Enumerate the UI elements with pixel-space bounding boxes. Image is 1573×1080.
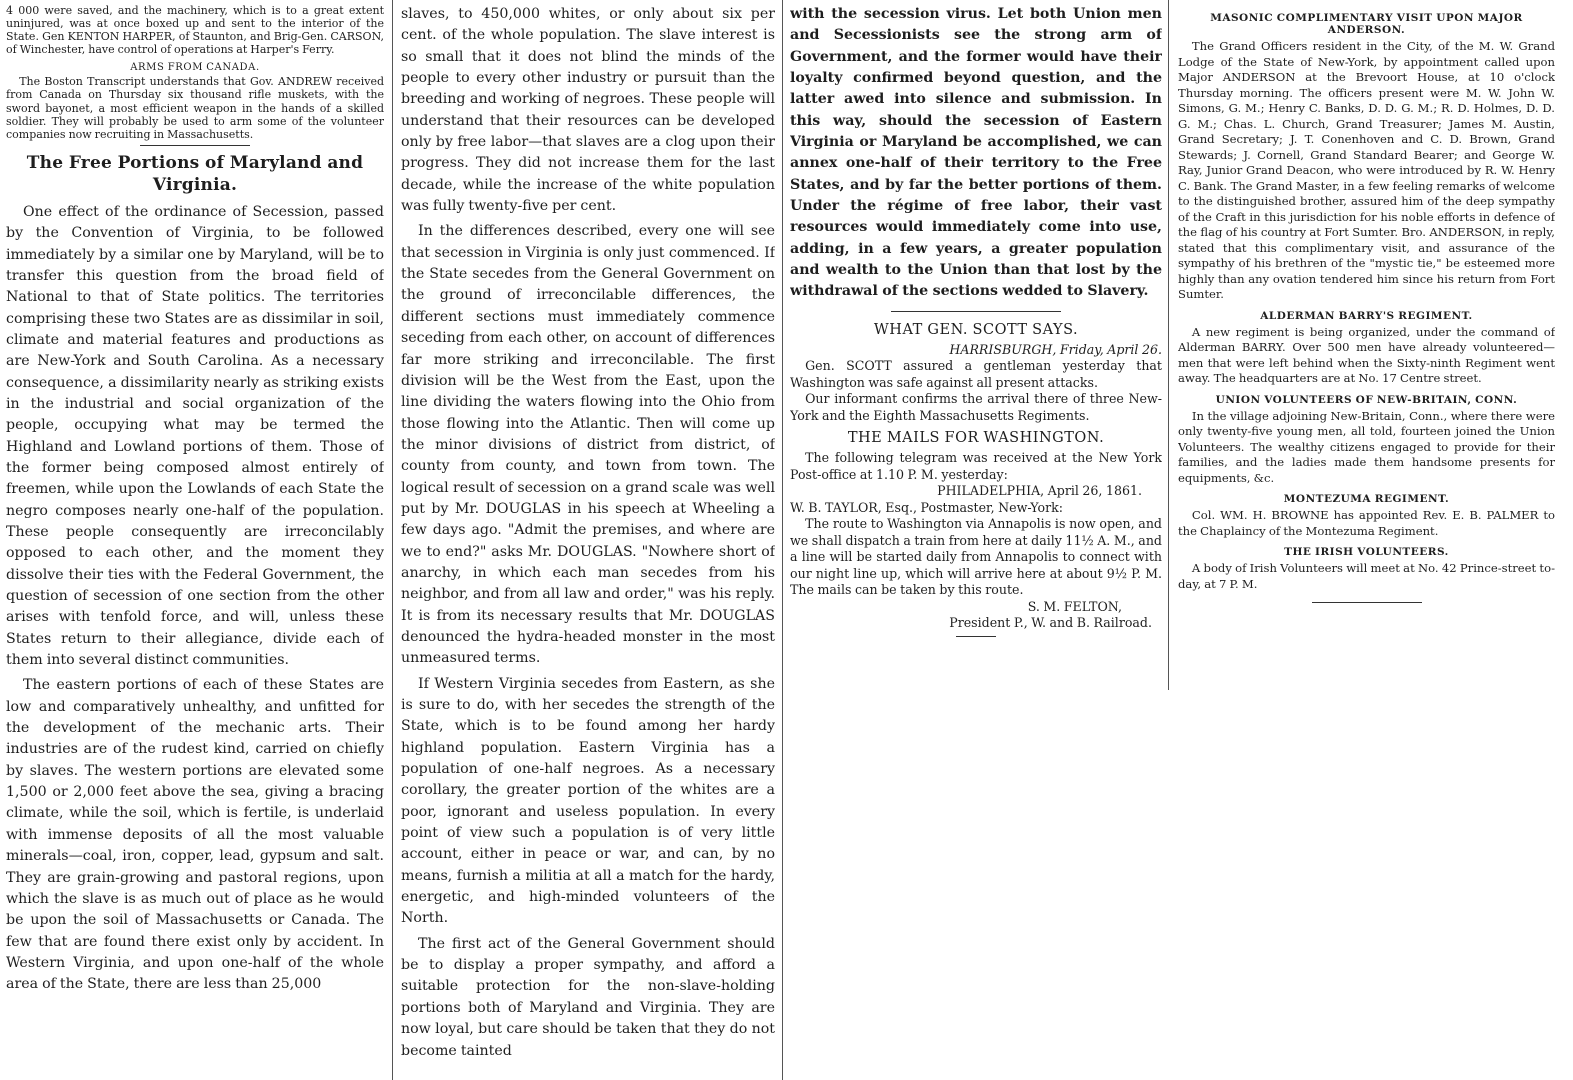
barry-text: A new regiment is being organized, under the command of Alderman BARRY. Over 500 men have already volunteered—men that were left behind when the Sixty-ninth Regiment went away. The headquarters are at No. 17 Centre street. <box>1178 324 1555 385</box>
column-rule <box>392 0 393 1080</box>
union-heading: UNION VOLUNTEERS OF NEW-BRITAIN, CONN. <box>1215 393 1518 406</box>
article-paragraph: with the secession virus. Let both Union men and Secessionists see the strong arm of Government, and the former would have their loyalty confirmed beyond question, and the latter awed into silence and submission. In this way, should the secession of Eastern Virginia or Maryland be accomplished, we can annex one-half of their territory to the Free States, and by far the better portions of them. Under the régime of free labor, their vast resources would immediately come into use, adding, in a few years, a greater population and wealth to the Union than that lost by the withdrawal of the sections wedded to Slavery. <box>790 6 1162 300</box>
irish-heading: THE IRISH VOLUNTEERS. <box>1284 546 1449 558</box>
column-rule <box>782 0 783 1080</box>
signature-title: President P., W. and B. Railroad. <box>949 615 1152 631</box>
masonic-heading: MASONIC COMPLIMENTARY VISIT UPON MAJOR ANDERSON. <box>1210 12 1523 36</box>
mails-dateline: PHILADELPHIA, April 26, 1861. <box>937 483 1142 499</box>
scott-dateline: HARRISBURGH, Friday, April 26. <box>949 341 1162 357</box>
scott-heading: WHAT GEN. SCOTT SAYS. <box>873 321 1079 338</box>
divider <box>140 145 250 146</box>
column-1 <box>6 4 384 1078</box>
article-paragraph: The eastern portions of each of these States are low and comparatively unhealthy, and unfitted for the development of the mechanic arts. Their industries are of the rudest kind, carried on chiefly by slaves. The western portions are elevated some 1,500 or 2,000 feet above the sea, giving a bracing climate, while the soil, which is fertile, is underlaid with immense deposits of all the most valuable minerals—coal, iron, copper, lead, gypsum and salt. They are grain-growing and pastoral regions, upon which the slave is as much out of place as he would be upon the soil of Massachusetts or Canada. The few that are found there exist only by accident. In Western Virginia, and upon one-half of the whole area of the State, there are less than 25,000 <box>6 677 384 993</box>
mails-text: The following telegram was received at the New York Post-office at 1.10 P. M. yesterday: <box>790 450 1162 482</box>
irish-text: A body of Irish Volunteers will meet at No. 42 Prince-street to-day, at 7 P. M. <box>1178 561 1555 591</box>
column-3 <box>790 4 1162 704</box>
scott-text: Gen. SCOTT assured a gentleman yesterday that Washington was safe against all present attacks. <box>790 358 1162 390</box>
column-rule <box>1168 0 1169 690</box>
scott-text: Our informant confirms the arrival there of three New-York and the Eighth Massachusetts Regiments. <box>790 391 1162 423</box>
article-paragraph: One effect of the ordinance of Secession, passed by the Convention of Virginia, to be followed immediately by a similar one by Maryland, will be to transfer this question from the broad field of National to that of State politics. The territories comprising these two States are as dissimilar in soil, climate and material features and productions as are New-York and South Carolina. As a necessary consequence, a dissimilarity nearly as striking exists in the industrial and social organization of the people, occupying what may be termed the Highland and Lowland portions of them. Those of the former being composed almost entirely of freemen, while upon the Lowlands of each State the negro composes nearly one-half of the population. These people consequently are irreconcilably opposed to each other, and the moment they dissolve their ties with the Federal Government, the question of secession of one section from the other arises with tenfold force, and will, unless these States return to their allegiance, divide each of them into several distinct communities. <box>6 203 384 669</box>
masonic-text: The Grand Officers resident in the City, of the M. W. Grand Lodge of the State of New-York, by appointment called upon Major ANDERSON at the Brevoort House, at 10 o'clock Thursday morning. The officers present were M. W. John W. Simons, G. M.; Henry C. Banks, D. D. G. M.; R. D. Holmes, D. D. G. M.; Chas. L. Church, Grand Treasurer; James M. Austin, Grand Secretary; J. T. Conenhoven and C. D. Brown, Grand Stewards; J. Cornell, Grand Standard Bearer; and George W. Ray, Junior Grand Deacon, who were introduced by R. W. Henry C. Bank. The Grand Master, in a few feeling remarks of welcome to the distinguished brother, assured him of the deep sympathy of the Craft in this jurisdiction for his noble efforts in defence of the flag of his country at Fort Sumter. Bro. ANDERSON, in reply, stated that this complimentary visit, and assurance of the sympathy of his brethren of the "mystic tie," be esteemed more highly than any ovation tendered him since his return from Fort Sumter. <box>1178 39 1555 301</box>
barry-heading: ALDERMAN BARRY'S REGIMENT. <box>1260 309 1473 322</box>
article-paragraph: In the differences described, every one will see that secession in Virginia is only just commenced. If the State secedes from the General Government on the ground of irreconcilable differences, the different sections must immediately commence seceding from each other, on account of differences far more striking and irreconcilable. The first division will be the West from the East, upon the line dividing the waters flowing into the Ohio from those flowing into the Atlantic. Then will come up the minor divisions of district from district, of county from county, and town from town. The logical result of secession on a grand scale was well put by Mr. DOUGLAS in his speech at Wheeling a few days ago. "Admit the premises, and where are we to end?" asks Mr. DOUGLAS. "Nowhere short of anarchy, in which each man secedes from his neighbor, and from all law and order," was his reply. It is from its necessary results that Mr. DOUGLAS denounced the hydra-headed monster in the most unmeasured terms. <box>401 223 775 667</box>
article-paragraph: slaves, to 450,000 whites, or only about six per cent. of the whole population. The slave interest is so small that it does not blind the minds of the people to every other industry or pursuit than the breeding and working of negroes. These people will understand that their resources can be developed only by free labor—that slaves are a clog upon their progress. They did not increase them for the last decade, while the increase of the white population was fully twenty-five per cent. <box>401 6 775 215</box>
divider <box>956 636 996 637</box>
column-2 <box>401 4 775 1078</box>
arms-from-canada-text: The Boston Transcript understands that Gov. ANDREW received from Canada on Thursday six thousand rifle muskets, with the sword bayonet, a most efficient weapon in the hands of a skilled soldier. They will probably be used to arm some of the volunteer companies now recruiting in Massachusetts. <box>6 75 384 141</box>
montezuma-heading: MONTEZUMA REGIMENT. <box>1283 493 1450 505</box>
union-text: In the village adjoining New-Britain, Conn., where there were only twenty-five young men, all told, fourteen joined the Union Volunteers. The wealthy citizens engaged to provide for their families, and the ladies made them handsome presents for equipments, &c. <box>1178 408 1555 485</box>
divider <box>891 311 1061 312</box>
mails-heading: THE MAILS FOR WASHINGTON. <box>847 430 1105 447</box>
signature: S. M. FELTON, <box>1027 598 1122 614</box>
arms-from-canada-heading: ARMS FROM CANADA. <box>130 62 260 74</box>
article-paragraph: The first act of the General Government should be to display a proper sympathy, and afford a suitable protection for the non-slave-holding portions both of Maryland and Virginia. They are now loyal, but care should be taken that they do not become tainted <box>401 935 775 1059</box>
mails-addressee: W. B. TAYLOR, Esq., Postmaster, New-York: <box>790 499 1063 515</box>
article-title: The Free Portions of Maryland and Virginia. <box>26 152 364 195</box>
article-paragraph: If Western Virginia secedes from Eastern, as she is sure to do, with her secedes the strength of the State, which is to be found among her hardy highland population. Eastern Virginia has a population of one-half negroes. As a necessary corollary, the greater portion of the whites are a poor, ignorant and useless population. In every point of view such a population is of very little account, either in peace or war, and can, by no means, furnish a militia at all a match for the hardy, energetic, and high-minded volunteers of the North. <box>401 675 775 927</box>
divider <box>1312 602 1422 603</box>
armory-report-text: 4 000 were saved, and the machinery, which is to a great extent uninjured, was at once boxed up and sent to the interior of the State. Gen KENTON HARPER, of Staunton, and Brig-Gen. CARSON, of Winchester, have control of operations at Harper's Ferry. <box>6 4 384 57</box>
column-4 <box>1178 4 1555 684</box>
mails-text: The route to Washington via Annapolis is now open, and we shall dispatch a train from here at daily 11½ A. M., and a line will be started daily from Annapolis to connect with our night line up, which will arrive here at about 9½ P. M. The mails can be taken by this route. <box>790 516 1162 598</box>
montezuma-text: Col. WM. H. BROWNE has appointed Rev. E. B. PALMER to the Chaplaincy of the Montezuma Regiment. <box>1178 508 1555 538</box>
